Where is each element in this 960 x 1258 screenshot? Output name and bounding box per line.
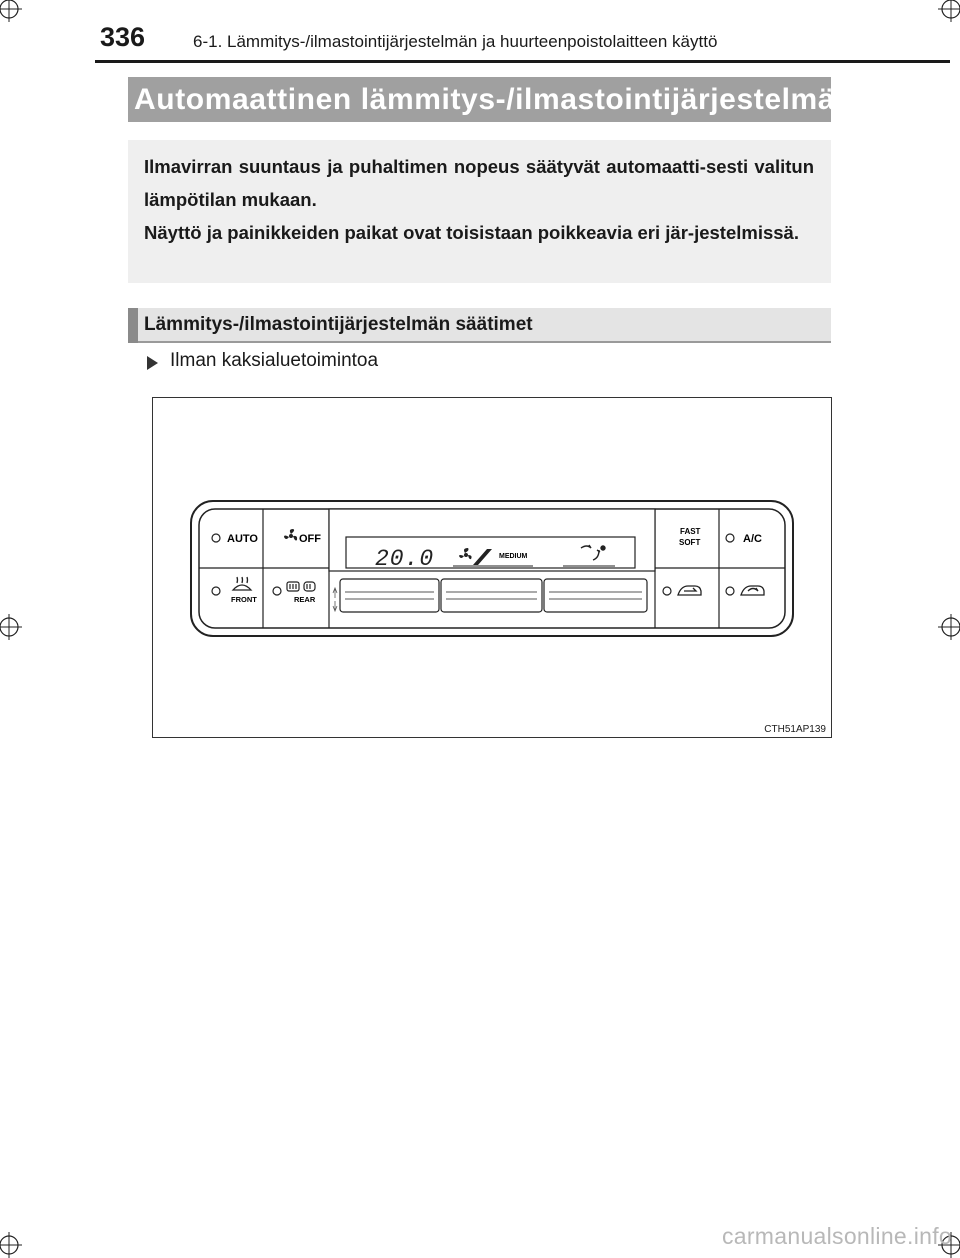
crop-mark-icon <box>0 1232 22 1258</box>
chapter-title: 6-1. Lämmitys-/ilmastointijärjestelmän ja huurteenpoistolaitteen käyttö <box>193 32 718 51</box>
ac-button-label: A/C <box>743 533 762 545</box>
subsection-title: Lämmitys-/ilmastointijärjestelmän säätimet <box>144 314 533 335</box>
fan-mode-text: MEDIUM <box>499 553 528 560</box>
crop-mark-icon <box>938 0 960 22</box>
intro-paragraph-2: Näyttö ja painikkeiden paikat ovat toisistaan poikkeavia eri jär-jestelmissä. <box>144 222 799 243</box>
page-number: 336 <box>100 22 146 52</box>
soft-button-label: SOFT <box>679 538 701 547</box>
control-panel-illustration <box>153 398 831 737</box>
off-button-label: OFF <box>299 533 321 545</box>
figure-code: CTH51AP139 <box>764 724 826 735</box>
section-title-banner <box>128 77 836 122</box>
watermark: carmanualsonline.info <box>721 1223 952 1249</box>
bullet-arrow-icon <box>147 356 158 370</box>
fast-button-label: FAST <box>680 527 701 536</box>
crop-mark-icon <box>0 614 22 640</box>
section-title: Automaattinen lämmitys-/ilmastointijärjestelmä <box>134 83 836 116</box>
intro-paragraph-1: Ilmavirran suuntaus ja puhaltimen nopeus säätyvät automaatti-sesti valitun lämpötilan mukaan. <box>144 156 814 210</box>
temperature-display: 20.0 <box>375 546 435 572</box>
front-button-label: FRONT <box>231 595 257 604</box>
intro-box <box>128 140 831 283</box>
control-panel-figure <box>152 397 832 738</box>
subsection-marker <box>128 308 138 343</box>
subsection-heading <box>128 308 831 343</box>
crop-mark-icon <box>0 0 22 22</box>
rear-button-label: REAR <box>294 595 316 604</box>
crop-mark-icon <box>938 614 960 640</box>
auto-button-label: AUTO <box>227 533 258 545</box>
header-divider <box>95 60 950 63</box>
bullet-text: Ilman kaksialuetoimintoa <box>170 350 379 371</box>
